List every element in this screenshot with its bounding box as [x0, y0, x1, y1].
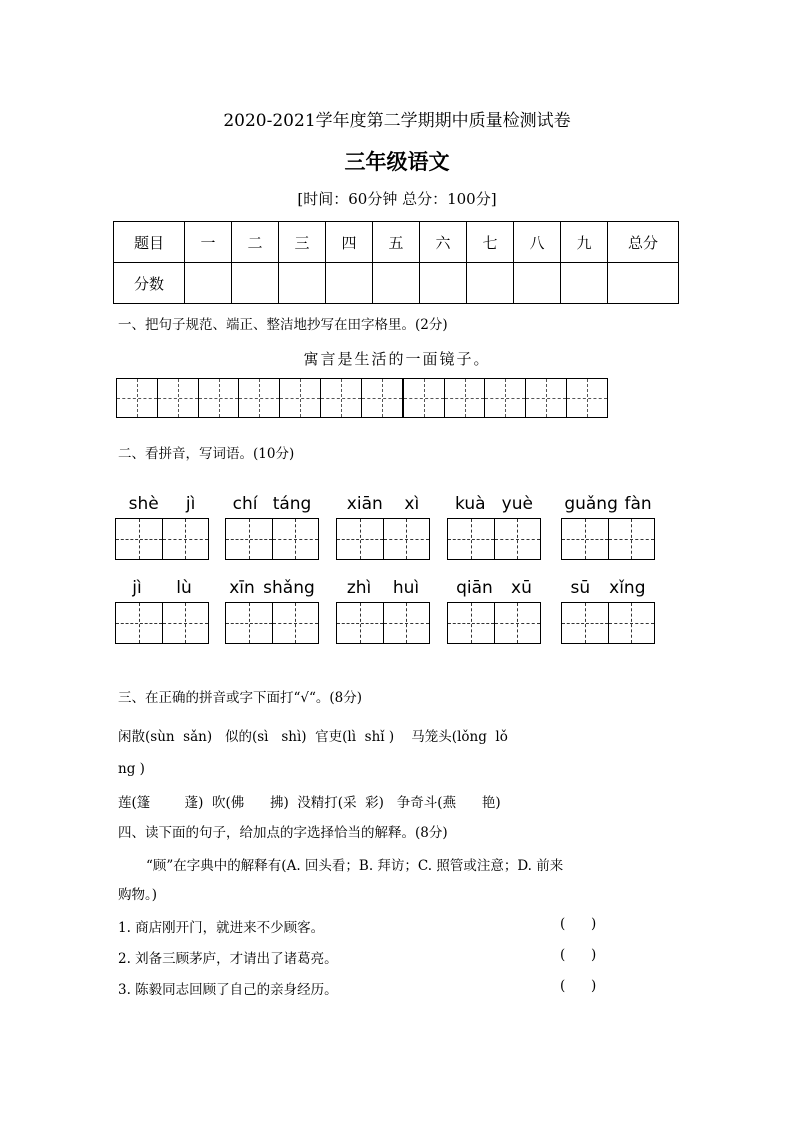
pinyin: guǎng: [564, 494, 618, 514]
score-cell[interactable]: [185, 263, 232, 304]
section1-sentence: 寓言是生活的一面镜子。: [303, 350, 491, 368]
pinyin-group: [447, 578, 541, 644]
answer-boxes[interactable]: [336, 602, 430, 644]
tianzige-cell[interactable]: [567, 379, 607, 417]
score-header-cell: 九: [561, 222, 608, 263]
box-cell[interactable]: [609, 519, 655, 559]
pinyin-group: [561, 578, 655, 644]
pinyin: zhì: [346, 578, 372, 598]
box-cell[interactable]: [562, 603, 609, 643]
pinyin-line: [115, 578, 209, 602]
pinyin-group: [115, 494, 209, 560]
answer-boxes[interactable]: [115, 518, 209, 560]
box-cell[interactable]: [495, 603, 541, 643]
pinyin-line: [447, 578, 541, 602]
score-header-cell: 五: [373, 222, 420, 263]
section3-line3: 莲(篷 蓬) 吹(佛 拂) 没精打(采 彩) 争奇斗(燕 艳): [118, 795, 501, 811]
score-header-cell: 八: [514, 222, 561, 263]
answer-blank[interactable]: ( ): [560, 916, 597, 932]
score-cell[interactable]: [608, 263, 679, 304]
pinyin-group: [447, 494, 541, 560]
pinyin: táng: [272, 494, 312, 514]
box-cell[interactable]: [273, 519, 319, 559]
box-cell[interactable]: [384, 603, 430, 643]
question-item: 1. 商店刚开门，就进来不少顾客。: [118, 920, 325, 936]
pinyin-line: [447, 494, 541, 518]
answer-boxes[interactable]: [336, 518, 430, 560]
pinyin-line: [336, 578, 430, 602]
pinyin: huì: [392, 578, 420, 598]
score-header-cell: 总分: [608, 222, 679, 263]
box-cell[interactable]: [609, 603, 655, 643]
pinyin: xì: [404, 494, 420, 514]
answer-boxes[interactable]: [115, 602, 209, 644]
answer-boxes[interactable]: [225, 518, 319, 560]
time-info: [时间：60分钟 总分：100分]: [297, 190, 497, 208]
pinyin-group: [336, 494, 430, 560]
box-cell[interactable]: [562, 519, 609, 559]
box-cell[interactable]: [337, 519, 384, 559]
score-header-cell: 题目: [114, 222, 185, 263]
section2-heading: 二、看拼音，写词语。(10分): [118, 446, 295, 462]
tianzige-cell[interactable]: [280, 379, 321, 417]
tianzige-row[interactable]: [116, 378, 608, 418]
section4-intro-line2: 购物。): [118, 887, 158, 903]
score-cell[interactable]: [420, 263, 467, 304]
score-cell[interactable]: [373, 263, 420, 304]
pinyin-line: [225, 494, 319, 518]
tianzige-cell[interactable]: [485, 379, 526, 417]
pinyin: shè: [128, 494, 159, 514]
score-header-cell: 二: [232, 222, 279, 263]
score-header-cell: 七: [467, 222, 514, 263]
box-cell[interactable]: [495, 519, 541, 559]
tianzige-cell[interactable]: [117, 379, 158, 417]
answer-boxes[interactable]: [561, 602, 655, 644]
answer-boxes[interactable]: [447, 602, 541, 644]
box-cell[interactable]: [163, 519, 209, 559]
question-item: 3. 陈毅同志回顾了自己的亲身经历。: [118, 982, 338, 998]
score-cell[interactable]: [326, 263, 373, 304]
pinyin: chí: [232, 494, 258, 514]
pinyin-group: [336, 578, 430, 644]
answer-boxes[interactable]: [225, 602, 319, 644]
box-cell[interactable]: [116, 603, 163, 643]
pinyin: xīn: [229, 578, 255, 598]
pinyin: shǎng: [263, 578, 315, 598]
score-cell[interactable]: [232, 263, 279, 304]
score-cell[interactable]: [467, 263, 514, 304]
pinyin: jì: [185, 494, 196, 514]
pinyin-group: [561, 494, 655, 560]
score-row-label: 分数: [114, 263, 185, 304]
tianzige-cell[interactable]: [321, 379, 362, 417]
box-cell[interactable]: [337, 603, 384, 643]
score-table: [113, 221, 679, 304]
pinyin-line: [336, 494, 430, 518]
box-cell[interactable]: [116, 519, 163, 559]
box-cell[interactable]: [226, 603, 273, 643]
section4-intro-line1: “顾”在字典中的解释有(A. 回头看；B. 拜访；C. 照管或注意；D. 前来: [146, 858, 564, 874]
pinyin: xǐng: [609, 578, 646, 598]
tianzige-cell[interactable]: [239, 379, 280, 417]
exam-subtitle: 三年级语文: [344, 150, 450, 174]
tianzige-cell[interactable]: [158, 379, 199, 417]
pinyin: xiān: [346, 494, 383, 514]
pinyin-line: [115, 494, 209, 518]
pinyin: jì: [132, 578, 142, 598]
section3-line1: 闲散(sùn sǎn) 似的(sì shì) 官吏(lì shǐ ) 马笼头(lǒng lǒ: [118, 729, 508, 745]
exam-title: 2020-2021学年度第二学期期中质量检测试卷: [223, 111, 571, 131]
pinyin: qiān: [456, 578, 493, 598]
box-cell[interactable]: [273, 603, 319, 643]
tianzige-cell[interactable]: [199, 379, 240, 417]
box-cell[interactable]: [384, 519, 430, 559]
box-cell[interactable]: [163, 603, 209, 643]
pinyin-group: [115, 578, 209, 644]
score-table-header-row: [114, 222, 679, 263]
answer-boxes[interactable]: [561, 518, 655, 560]
pinyin: kuà: [455, 494, 486, 514]
pinyin: lù: [176, 578, 192, 598]
section4-heading: 四、读下面的句子，给加点的字选择恰当的解释。(8分): [118, 825, 448, 841]
pinyin: xū: [511, 578, 532, 598]
score-header-cell: 一: [185, 222, 232, 263]
pinyin-line: [561, 578, 655, 602]
answer-blank[interactable]: ( ): [560, 978, 597, 994]
pinyin-group: [225, 578, 319, 644]
score-header-cell: 三: [279, 222, 326, 263]
pinyin-line: [225, 578, 319, 602]
answer-blank[interactable]: ( ): [560, 947, 597, 963]
section3-heading: 三、在正确的拼音或字下面打“√“。(8分): [118, 690, 363, 706]
pinyin-line: [561, 494, 655, 518]
tianzige-cell[interactable]: [445, 379, 486, 417]
score-cell[interactable]: [279, 263, 326, 304]
box-cell[interactable]: [226, 519, 273, 559]
score-cell[interactable]: [561, 263, 608, 304]
tianzige-cell[interactable]: [526, 379, 567, 417]
score-table-score-row: [114, 263, 679, 304]
question-item: 2. 刘备三顾茅庐，才请出了诸葛亮。: [118, 951, 338, 967]
answer-boxes[interactable]: [447, 518, 541, 560]
score-header-cell: 四: [326, 222, 373, 263]
score-cell[interactable]: [514, 263, 561, 304]
box-cell[interactable]: [448, 603, 495, 643]
tianzige-cell[interactable]: [404, 379, 445, 417]
box-cell[interactable]: [448, 519, 495, 559]
section3-line2: ng ): [118, 761, 145, 777]
score-header-cell: 六: [420, 222, 467, 263]
pinyin-group: [225, 494, 319, 560]
tianzige-cell[interactable]: [362, 379, 404, 417]
pinyin: yuè: [501, 494, 533, 514]
pinyin: fàn: [624, 494, 652, 514]
section1-heading: 一、把句子规范、端正、整洁地抄写在田字格里。(2分): [118, 317, 448, 333]
pinyin: sū: [570, 578, 591, 598]
